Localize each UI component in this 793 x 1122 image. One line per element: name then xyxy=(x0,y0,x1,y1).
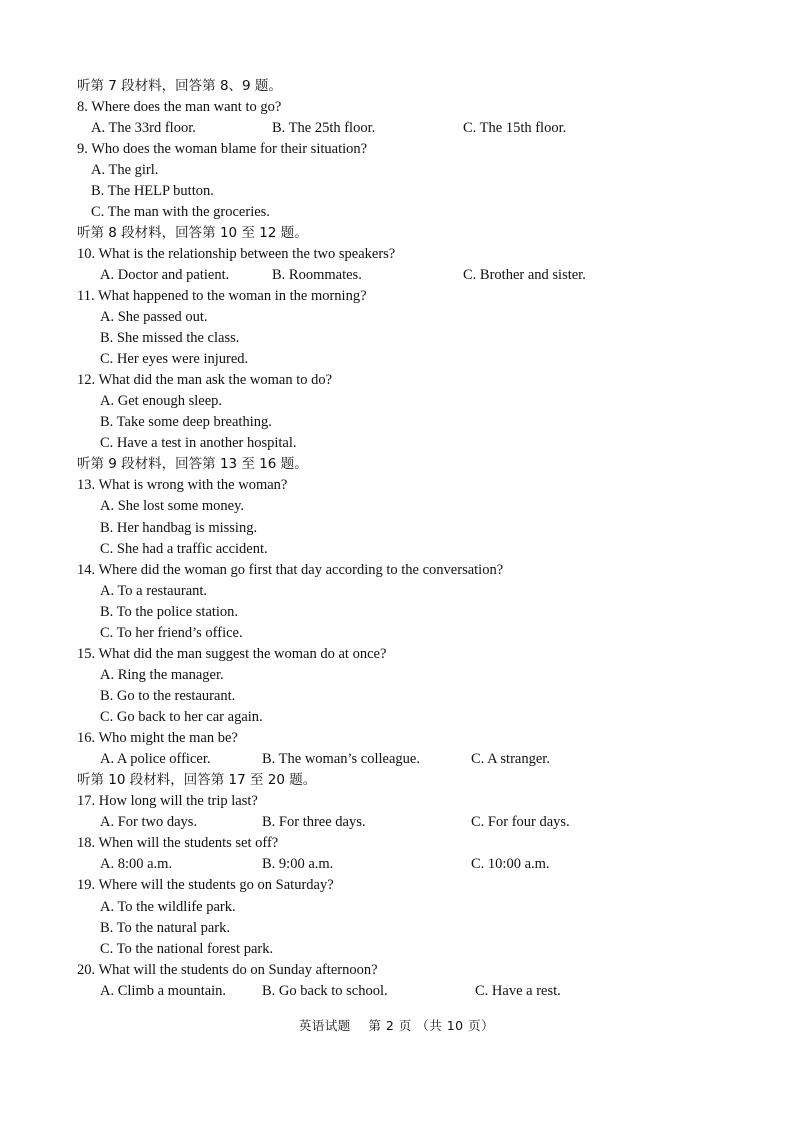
question-20-stem: 20. What will the students do on Sunday afternoon? xyxy=(77,962,378,978)
question-8-stem: 8. Where does the man want to go? xyxy=(77,99,282,115)
question-13-stem: 13. What is wrong with the woman? xyxy=(77,477,288,493)
question-14-stem: 14. Where did the woman go first that day according to the conversation? xyxy=(77,562,504,578)
question-18-option-a: A. 8:00 a.m. xyxy=(100,856,173,872)
question-18-option-c: C. 10:00 a.m. xyxy=(471,856,550,872)
question-15-option-c: C. Go back to her car again. xyxy=(100,709,263,725)
question-18-stem: 18. When will the students set off? xyxy=(77,835,279,851)
question-11-option-a: A. She passed out. xyxy=(100,309,208,325)
question-20-option-b: B. Go back to school. xyxy=(262,983,388,999)
question-13-option-a: A. She lost some money. xyxy=(100,498,245,514)
question-11-stem: 11. What happened to the woman in the morning? xyxy=(77,288,367,304)
question-8-option-c: C. The 15th floor. xyxy=(463,120,567,136)
question-17-option-a: A. For two days. xyxy=(100,814,198,830)
question-12-option-c: C. Have a test in another hospital. xyxy=(100,435,297,451)
question-12-stem: 12. What did the man ask the woman to do? xyxy=(77,372,333,388)
section-10-heading: 听第 10 段材料，回答第 17 至 20 题。 xyxy=(77,772,317,788)
question-9-option-a: A. The girl. xyxy=(91,162,159,178)
question-14-option-a: A. To a restaurant. xyxy=(100,583,208,599)
question-9-stem: 9. Who does the woman blame for their situation? xyxy=(77,141,368,157)
question-16-option-b: B. The woman’s colleague. xyxy=(262,751,420,767)
question-15-option-b: B. Go to the restaurant. xyxy=(100,688,236,704)
section-8-heading: 听第 8 段材料，回答第 10 至 12 题。 xyxy=(77,225,308,241)
question-15-stem: 15. What did the man suggest the woman do at once? xyxy=(77,646,387,662)
question-14-option-b: B. To the police station. xyxy=(100,604,239,620)
question-15-option-a: A. Ring the manager. xyxy=(100,667,224,683)
question-14-option-c: C. To her friend’s office. xyxy=(100,625,243,641)
question-17-option-c: C. For four days. xyxy=(471,814,570,830)
question-10-option-b: B. Roommates. xyxy=(272,267,362,283)
question-20-option-c: C. Have a rest. xyxy=(475,983,561,999)
question-12-option-a: A. Get enough sleep. xyxy=(100,393,223,409)
section-7-heading: 听第 7 段材料，回答第 8、9 题。 xyxy=(77,78,282,94)
question-19-option-a: A. To the wildlife park. xyxy=(100,899,236,915)
question-12-option-b: B. Take some deep breathing. xyxy=(100,414,272,430)
question-10-option-a: A. Doctor and patient. xyxy=(100,267,230,283)
question-8-option-b: B. The 25th floor. xyxy=(272,120,376,136)
question-16-stem: 16. Who might the man be? xyxy=(77,730,238,746)
page-footer: 英语试题 第 2 页 （共 10 页） xyxy=(298,1018,495,1033)
question-13-option-b: B. Her handbag is missing. xyxy=(100,520,258,536)
question-17-option-b: B. For three days. xyxy=(262,814,366,830)
question-19-option-c: C. To the national forest park. xyxy=(100,941,274,957)
question-11-option-b: B. She missed the class. xyxy=(100,330,240,346)
question-10-option-c: C. Brother and sister. xyxy=(463,267,586,283)
question-10-stem: 10. What is the relationship between the two speakers? xyxy=(77,246,396,262)
question-9-option-b: B. The HELP button. xyxy=(91,183,214,199)
question-11-option-c: C. Her eyes were injured. xyxy=(100,351,249,367)
question-13-option-c: C. She had a traffic accident. xyxy=(100,541,268,557)
question-20-option-a: A. Climb a mountain. xyxy=(100,983,227,999)
question-16-option-c: C. A stranger. xyxy=(471,751,550,767)
question-8-option-a: A. The 33rd floor. xyxy=(91,120,196,136)
question-19-option-b: B. To the natural park. xyxy=(100,920,230,936)
question-19-stem: 19. Where will the students go on Saturday? xyxy=(77,877,334,893)
question-9-option-c: C. The man with the groceries. xyxy=(91,204,270,220)
section-9-heading: 听第 9 段材料，回答第 13 至 16 题。 xyxy=(77,456,308,472)
question-18-option-b: B. 9:00 a.m. xyxy=(262,856,334,872)
question-16-option-a: A. A police officer. xyxy=(100,751,211,767)
question-17-stem: 17. How long will the trip last? xyxy=(77,793,258,809)
